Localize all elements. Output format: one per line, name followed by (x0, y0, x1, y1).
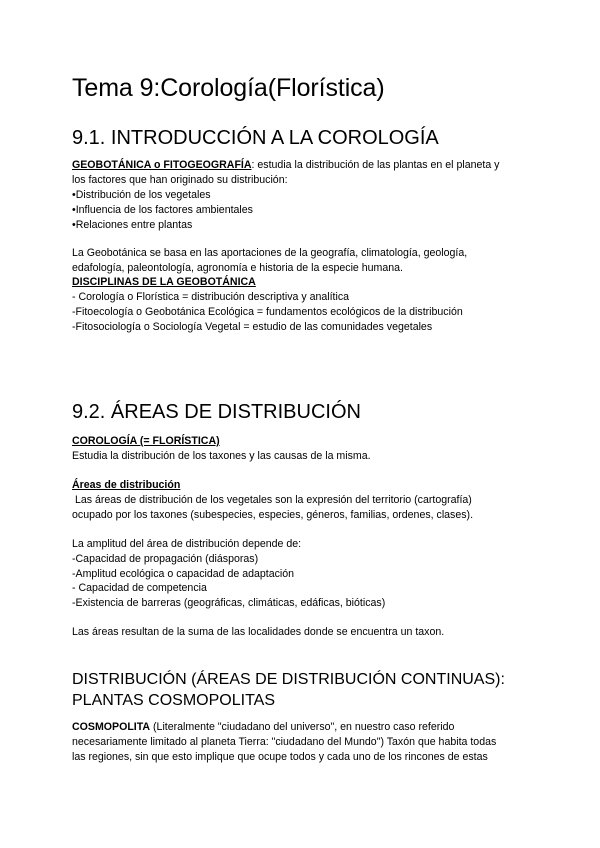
section-heading-9-1: 9.1. INTRODUCCIÓN A LA COROLOGÍA (72, 127, 439, 149)
amplitud-intro: La amplitud del área de distribución depende de: (72, 538, 302, 550)
discipline-item: - Corología o Florística = distribución descriptiva y analítica (72, 291, 350, 303)
section-heading-9-2: 9.2. ÁREAS DE DISTRIBUCIÓN (72, 401, 361, 423)
areas-line-2: ocupado por los taxones (subespecies, especies, géneros, familias, ordenes, clases). (72, 509, 474, 521)
cosmopolita-line-2: necesariamente limitado al planeta Tierra: "ciudadano del Mundo") Taxón que habita todas (72, 736, 497, 748)
discipline-item: -Fitosociología o Sociología Vegetal = estudio de las comunidades vegetales (72, 321, 433, 333)
distribution-heading-line-2: PLANTAS COSMOPOLITAS (72, 692, 276, 709)
geobotanica-term: GEOBOTÁNICA o FITOGEOGRAFÍA (72, 159, 252, 171)
amplitud-item: -Capacidad de propagación (diásporas) (72, 553, 259, 565)
intro-line-1-rest: : estudia la distribución de las plantas en el planeta y (251, 159, 500, 171)
intro-line-1 (72, 158, 499, 173)
corologia-text: Estudia la distribución de los taxones y las causas de la misma. (72, 450, 371, 462)
cosmopolita-line-3: las regiones, sin que esto implique que ocupe todos y cada uno de los rincones de estas (72, 751, 488, 763)
areas-result: Las áreas resultan de la suma de las localidades donde se encuentra un taxon. (72, 626, 445, 638)
discipline-item: -Fitoecología o Geobotánica Ecológica = fundamentos ecológicos de la distribución (72, 306, 463, 318)
amplitud-item: - Capacidad de competencia (72, 582, 207, 594)
cosmopolita-line-1 (72, 720, 454, 735)
bullet-item: •Influencia de los factores ambientales (72, 204, 253, 216)
amplitud-item: -Existencia de barreras (geográficas, climáticas, edáficas, bióticas) (72, 597, 386, 609)
disciplines-heading: DISCIPLINAS DE LA GEOBOTÁNICA (72, 276, 256, 288)
areas-line-1: Las áreas de distribución de los vegetales son la expresión del territorio (cartografía) (72, 494, 472, 506)
bullet-item: •Relaciones entre plantas (72, 219, 193, 231)
areas-heading: Áreas de distribución (72, 479, 181, 491)
bullet-item: •Distribución de los vegetales (72, 189, 211, 201)
cosmopolita-term: COSMOPOLITA (72, 721, 151, 733)
document-title: Tema 9:Corología(Florística) (72, 74, 385, 102)
geobotanica-paragraph-line-1: La Geobotánica se basa en las aportaciones de la geografía, climatología, geología, (72, 247, 468, 259)
distribution-heading-line-1: DISTRIBUCIÓN (ÁREAS DE DISTRIBUCIÓN CONTINUAS): (72, 671, 505, 688)
geobotanica-paragraph-line-2: edafología, paleontología, agronomía e historia de la especie humana. (72, 262, 403, 274)
amplitud-item: -Amplitud ecológica o capacidad de adaptación (72, 568, 295, 580)
cosmopolita-line-1-rest: (Literalmente "ciudadano del universo", en nuestro caso referido (150, 721, 455, 733)
corologia-heading: COROLOGÍA (= FLORÍSTICA) (72, 435, 220, 447)
intro-line-2: los factores que han originado su distribución: (72, 174, 288, 186)
